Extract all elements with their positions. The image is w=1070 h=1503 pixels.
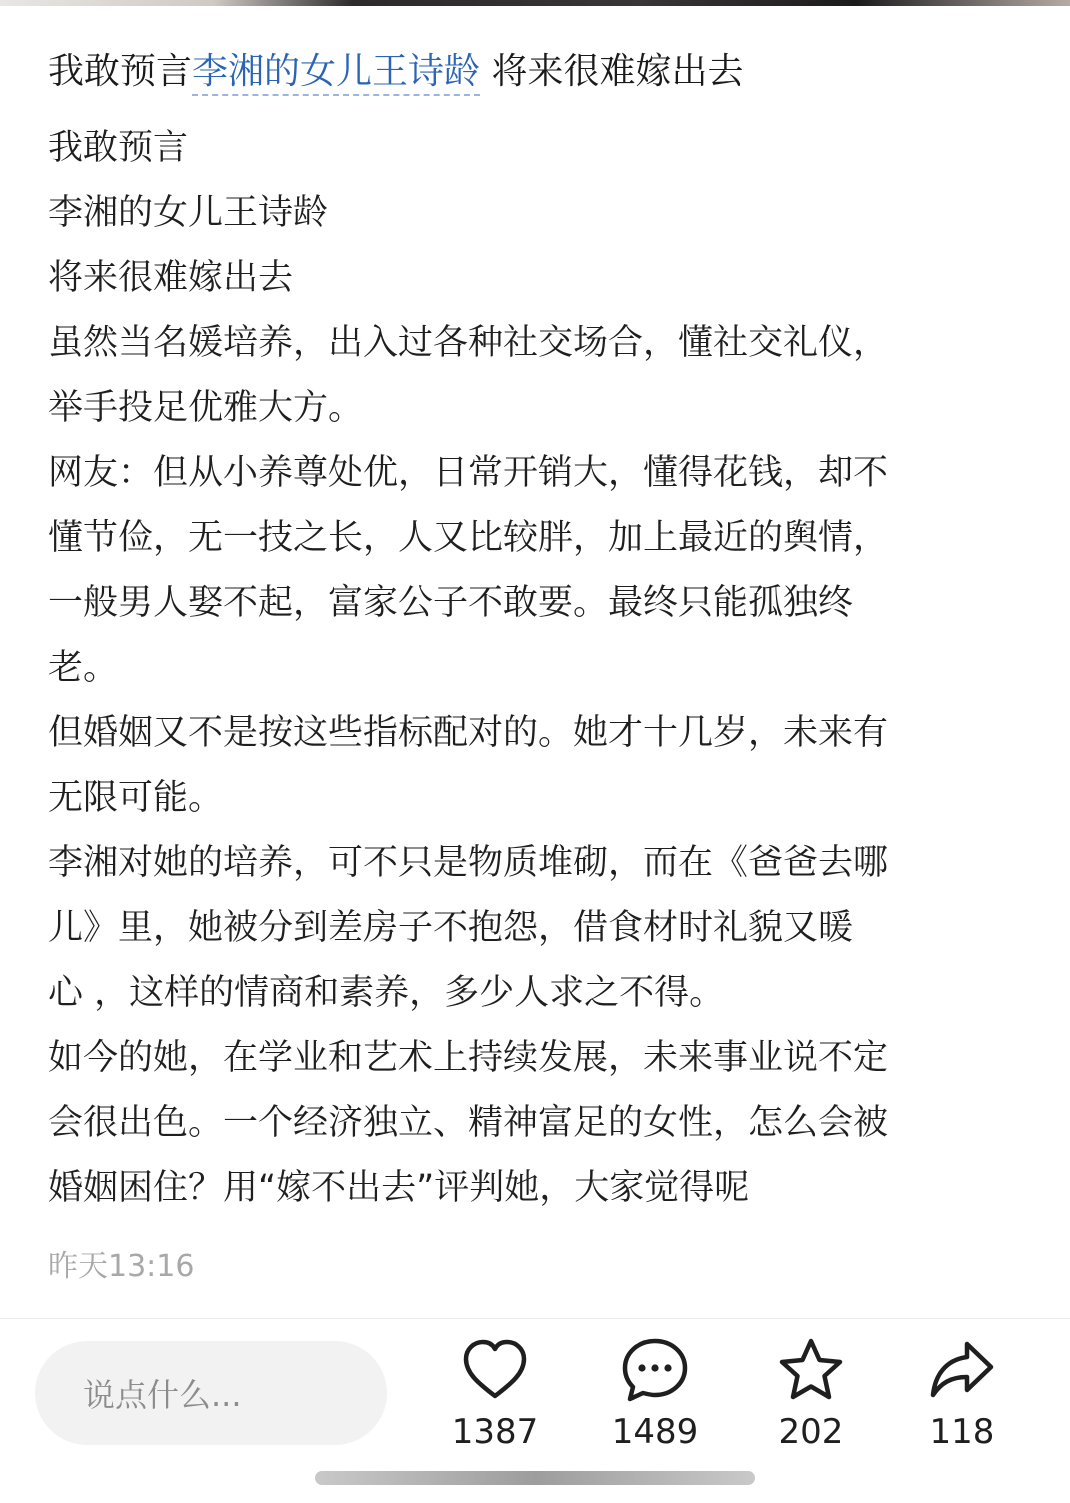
body-line: 虽然当名媛培养，出入过各种社交场合，懂社交礼仪， — [48, 323, 889, 363]
like-count: 1387 — [451, 1412, 539, 1452]
like-button[interactable] — [430, 1336, 560, 1456]
post-article — [48, 36, 1008, 1221]
post-body — [48, 116, 1008, 1221]
body-line: 网友：但从小养尊处优，日常开销大，懂得花钱，却不 — [48, 453, 889, 493]
body-line: 儿》里，她被分到差房子不抱怨，借食材时礼貌又暖 — [48, 908, 854, 948]
body-line: 我敢预言 — [48, 128, 189, 168]
body-line: 如今的她，在学业和艺术上持续发展，未来事业说不定 — [48, 1038, 889, 1078]
body-line: 李湘的女儿王诗龄 — [48, 193, 329, 233]
body-line: 会很出色。一个经济独立、精神富足的女性，怎么会被 — [48, 1103, 889, 1143]
body-line: 将来很难嫁出去 — [48, 258, 294, 298]
post-timestamp: 昨天13:16 — [48, 1249, 195, 1284]
body-line: 李湘对她的培养，可不只是物质堆砌，而在《爸爸去哪 — [48, 843, 889, 883]
title-suffix: 将来很难嫁出去 — [480, 51, 744, 92]
share-button[interactable] — [897, 1336, 1027, 1456]
body-line: 一般男人娶不起，富家公子不敢要。最终只能孤独终 — [48, 583, 854, 623]
star-icon — [776, 1336, 846, 1406]
body-line: 婚姻困住？用“嫁不出去”评判她，大家觉得呢 — [48, 1168, 750, 1208]
body-line: 老。 — [48, 648, 119, 688]
top-image-strip — [0, 0, 1070, 6]
body-line: 懂节俭，无一技之长，人又比较胖，加上最近的舆情， — [48, 518, 889, 558]
title-prefix: 我敢预言 — [48, 51, 193, 92]
chat-bubble-icon — [620, 1336, 690, 1406]
body-line: 无限可能。 — [48, 778, 224, 818]
post-title — [48, 36, 1008, 108]
body-line: 心 ，这样的情商和素养，多少人求之不得。 — [48, 973, 725, 1013]
share-count: 118 — [929, 1412, 995, 1452]
favorite-count: 202 — [778, 1412, 844, 1452]
body-line: 举手投足优雅大方。 — [48, 388, 364, 428]
body-line: 但婚姻又不是按这些指标配对的。她才十几岁，未来有 — [48, 713, 889, 753]
comment-button[interactable] — [590, 1336, 720, 1456]
heart-icon — [460, 1336, 530, 1406]
bottom-bar-divider — [0, 1318, 1070, 1319]
comment-input[interactable] — [35, 1341, 387, 1445]
favorite-button[interactable] — [746, 1336, 876, 1456]
home-indicator[interactable] — [315, 1471, 755, 1485]
comment-placeholder: 说点什么... — [83, 1376, 242, 1414]
title-topic-link[interactable]: 李湘的女儿王诗龄 — [192, 51, 480, 96]
comment-count: 1489 — [611, 1412, 699, 1452]
share-arrow-icon — [927, 1336, 997, 1406]
